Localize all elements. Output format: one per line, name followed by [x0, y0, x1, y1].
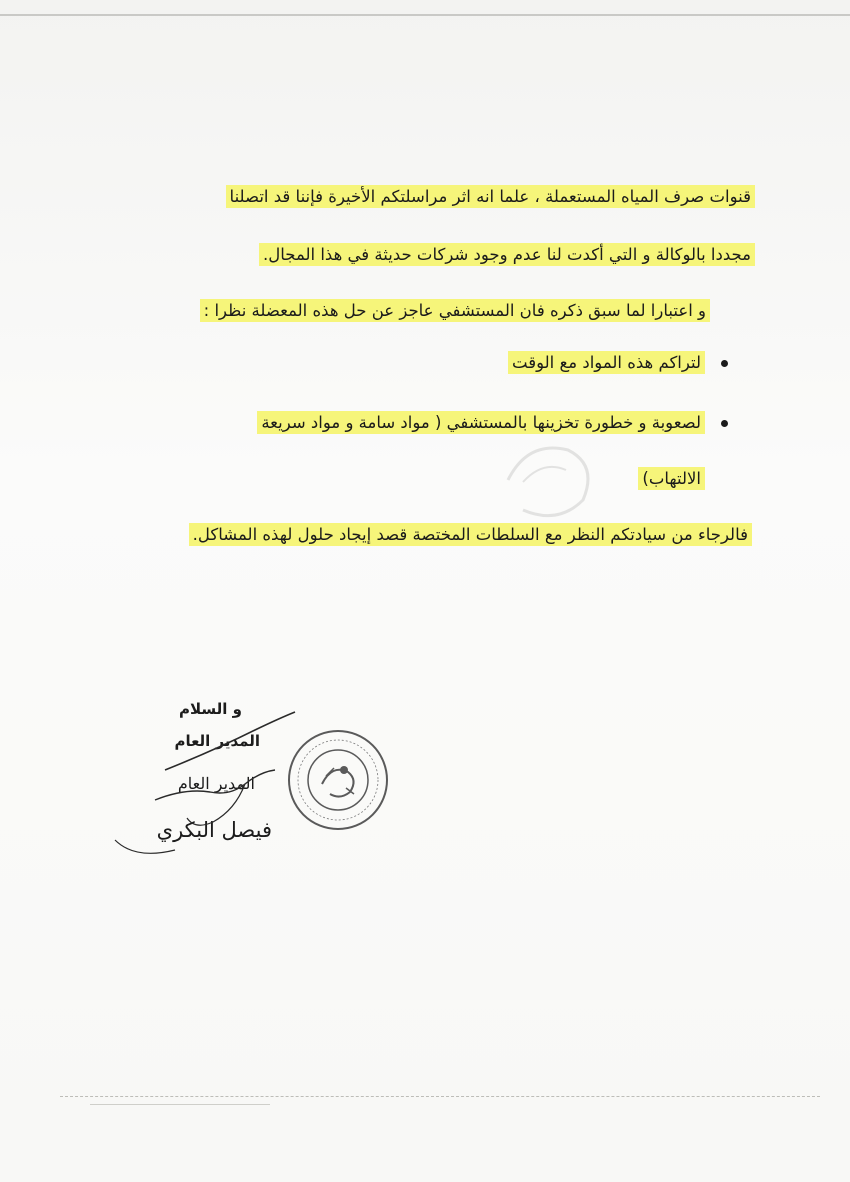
paragraph-1-line-2: مجددا بالوكالة و التي أكدت لنا عدم وجود شركات حديثة في هذا المجال.: [259, 244, 755, 266]
official-stamp: [286, 728, 390, 832]
faint-stamp-imprint: [488, 420, 608, 530]
signed-name-handwritten: فيصل البكري: [156, 818, 272, 842]
bullet-marker-1: [721, 360, 728, 367]
paragraph-2-line-1: و اعتبارا لما سبق ذكره فان المستشفي عاجز عن حل هذه المعضلة نظرا :: [200, 300, 710, 322]
paragraph-1-line-1: قنوات صرف المياه المستعملة ، علما انه اثر مراسلتكم الأخيرة فإننا قد اتصلنا: [226, 186, 755, 208]
bullet-item-2: لصعوبة و خطورة تخزينها بالمستشفي ( مواد سامة و مواد سريعة: [257, 412, 705, 434]
signatory-title: المدير العام: [174, 732, 260, 750]
signed-title-handwritten: المدير العام: [177, 774, 255, 793]
page-top-edge: [0, 14, 850, 16]
bullet-item-1: لتراكم هذه المواد مع الوقت: [508, 352, 705, 374]
page-fold-line: [60, 1096, 820, 1098]
closing-request: فالرجاء من سيادتكم النظر مع السلطات المختصة قصد إيجاد حلول لهذه المشاكل.: [189, 524, 752, 546]
bullet-marker-2: [721, 420, 728, 427]
greeting-text: و السلام: [179, 700, 242, 718]
bullet-item-2-continuation: الالتهاب): [638, 468, 705, 490]
page-fold-mark: [90, 1104, 270, 1106]
